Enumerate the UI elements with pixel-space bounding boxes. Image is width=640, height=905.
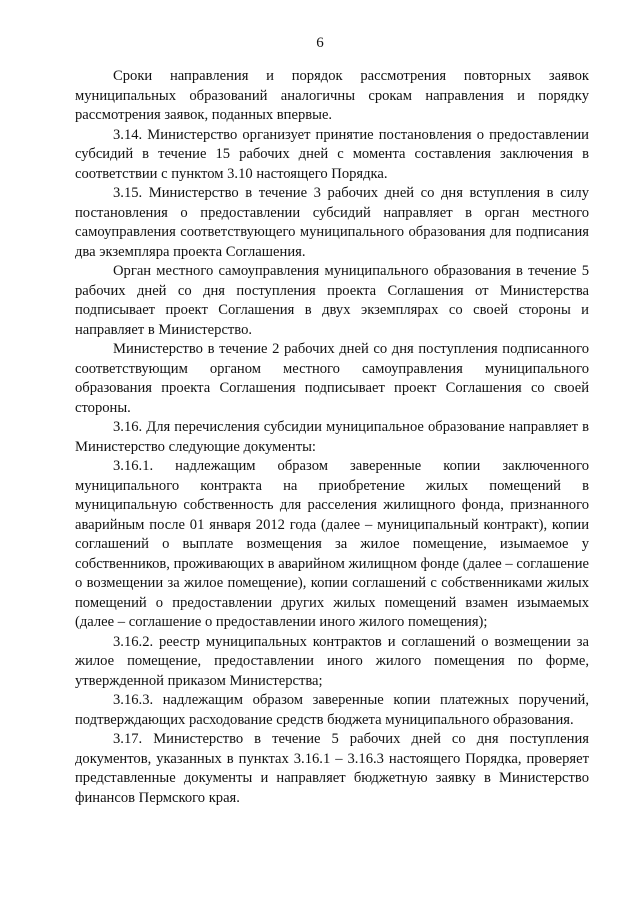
paragraph-3-16: 3.16. Для перечисления субсидии муниципальное образование направляет в Министерство следующие документы: [75,419,589,455]
paragraph-3-14: 3.14. Министерство организует принятие постановления о предоставлении субсидий в течение 15 рабочих дней с момента составления заключения в соответствии с пунктом 3.10 настоящего Порядка. [75,126,589,182]
paragraph-3-16-2: 3.16.2. реестр муниципальных контрактов и соглашений о возмещении за жилое помещение, предоставлении иного жилого помещения по форме, утвержденной приказом Министерства; [75,633,589,689]
paragraph-ministry-signing: Министерство в течение 2 рабочих дней со дня поступления подписанного соответствующим органом местного самоуправления муниципального образования проекта Соглашения подписывает проект Соглашения со своей стороны. [75,341,589,416]
page-number: 6 [316,35,324,51]
paragraph-3-17: 3.17. Министерство в течение 5 рабочих дней со дня поступления документов, указанных в пунктах 3.16.1 – 3.16.3 настоящего Порядка, проверяет представленные документы и направляет бюджетную заявку в Министерство финансов Пермского края. [75,731,589,806]
paragraph-3-16-1: 3.16.1. надлежащим образом заверенные копии заключенного муниципального контракта на приобретение жилых помещений в муниципальную собственность для расселения жилищного фонда, признанного аварийным после 01 января 2012 года (далее – муниципальный контракт), копии соглашений о выплате возмещения за жилое помещение, изымаемое у собственников, проживающих в аварийном жилищном фонде (далее – соглашение о возмещении за жилое помещение), копии соглашений с собственниками жилых помещений о предоставлении других жилых помещений взамен изымаемых (далее – соглашение о предоставлении иного жилого помещения); [75,458,589,630]
paragraph-local-authority-signing: Орган местного самоуправления муниципального образования в течение 5 рабочих дней со дня поступления проекта Соглашения от Министерства подписывает проект Соглашения в двух экземплярах со своей стороны и направляет в Министерство. [75,263,589,338]
paragraph-3-16-3: 3.16.3. надлежащим образом заверенные копии платежных поручений, подтверждающих расходование средств бюджета муниципального образования. [75,692,589,728]
document-body [75,67,589,808]
paragraph-repeat-applications: Сроки направления и порядок рассмотрения повторных заявок муниципальных образований аналогичны срокам направления и порядку рассмотрения заявок, поданных впервые. [75,68,589,123]
paragraph-3-15: 3.15. Министерство в течение 3 рабочих дней со дня вступления в силу постановления о предоставлении субсидий направляет в орган местного самоуправления соответствующего муниципального образования для подписания два экземпляра проекта Соглашения. [75,185,589,260]
